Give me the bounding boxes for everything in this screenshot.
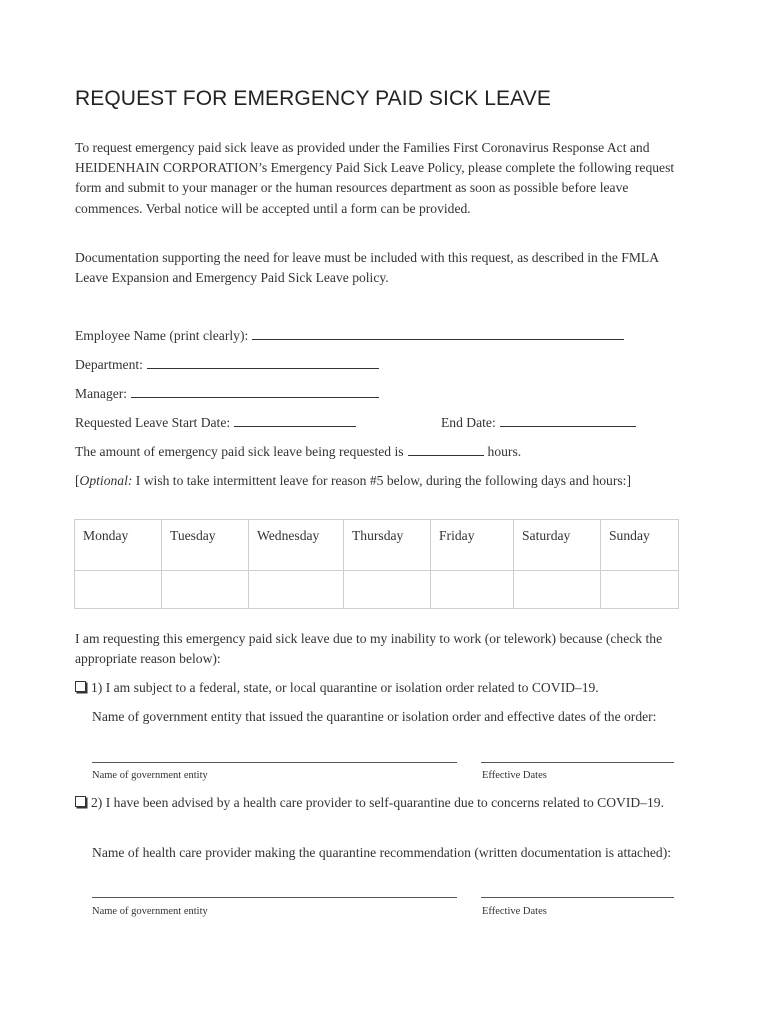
day-header: Thursday: [344, 520, 431, 571]
reason-2-row: [75, 793, 675, 813]
reason-2-entity-caption: Name of government entity: [92, 906, 208, 917]
manager-field[interactable]: [131, 396, 379, 398]
day-header: Wednesday: [249, 520, 344, 571]
employee-name-row: [75, 327, 624, 345]
optional-intermittent-note: [75, 471, 675, 491]
day-hours-cell[interactable]: [249, 571, 344, 609]
day-header: Monday: [75, 520, 162, 571]
department-row: [75, 356, 379, 374]
start-date-field[interactable]: [234, 425, 356, 427]
reason-2-checkbox[interactable]: [75, 796, 86, 807]
day-hours-cell[interactable]: [75, 571, 162, 609]
reason-1-dates-caption: Effective Dates: [482, 770, 547, 781]
day-hours-cell[interactable]: [601, 571, 679, 609]
reason-1-row: [75, 678, 675, 698]
days-hours-row: [75, 571, 679, 609]
amount-label: The amount of emergency paid sick leave being requested is: [75, 444, 404, 459]
hours-label: hours.: [487, 444, 522, 459]
day-header: Saturday: [514, 520, 601, 571]
day-hours-cell[interactable]: [514, 571, 601, 609]
optional-text: I wish to take intermittent leave for reason #5 below, during the following days and hours:]: [132, 473, 631, 488]
end-date-row: [441, 414, 636, 432]
reason-2-dates-caption: Effective Dates: [482, 906, 547, 917]
reason-1-entity-line[interactable]: [92, 762, 457, 763]
optional-label: Optional:: [79, 473, 133, 488]
department-field[interactable]: [147, 367, 379, 369]
reasons-intro: I am requesting this emergency paid sick leave due to my inability to work (or telework) because (check the appropriate reason below):: [75, 631, 663, 667]
intro-paragraph: To request emergency paid sick leave as provided under the Families First Coronavirus Response Act and HEIDENHAIN CORPORATION’s Emergency Paid Sick Leave Policy, please complete the following request form and submit to your manager or the human resources department as soon as possible before leave commences. Verbal notice will be accepted until a form can be provided.: [75, 140, 675, 216]
reason-2-entity-line[interactable]: [92, 897, 457, 898]
day-hours-cell[interactable]: [162, 571, 249, 609]
amount-row: [75, 443, 521, 461]
manager-row: [75, 385, 379, 403]
reason-1-entity-caption: Name of government entity: [92, 770, 208, 781]
optional-bracket: [: [75, 473, 80, 488]
reason-2-label: 2) I have been advised by a health care provider to self-quarantine due to concerns related to COVID–19.: [91, 795, 664, 810]
department-label: Department:: [75, 357, 143, 372]
start-date-row: [75, 414, 356, 432]
start-date-label: Requested Leave Start Date:: [75, 415, 231, 430]
reason-2-dates-line[interactable]: [481, 897, 674, 898]
reason-1-label: 1) I am subject to a federal, state, or local quarantine or isolation order related to COVID–19.: [91, 680, 599, 695]
reason-1-dates-line[interactable]: [481, 762, 674, 763]
manager-label: Manager:: [75, 386, 128, 401]
form-title: REQUEST FOR EMERGENCY PAID SICK LEAVE: [75, 87, 551, 110]
day-hours-cell[interactable]: [344, 571, 431, 609]
day-hours-cell[interactable]: [431, 571, 514, 609]
reason-1-instruction: Name of government entity that issued the quarantine or isolation order and effective dates of the order:: [92, 709, 657, 724]
end-date-label: End Date:: [441, 415, 496, 430]
employee-name-field[interactable]: [252, 338, 624, 340]
employee-name-label: Employee Name (print clearly):: [75, 328, 249, 343]
days-table: [74, 519, 679, 609]
reason-2-instruction: Name of health care provider making the quarantine recommendation (written documentation is attached):: [92, 845, 672, 860]
day-header: Friday: [431, 520, 514, 571]
day-header: Tuesday: [162, 520, 249, 571]
documentation-paragraph: Documentation supporting the need for leave must be included with this request, as described in the FMLA Leave Expansion and Emergency Paid Sick Leave policy.: [75, 250, 659, 286]
days-header-row: [75, 520, 679, 571]
reason-1-checkbox[interactable]: [75, 681, 86, 692]
hours-field[interactable]: [408, 454, 484, 456]
end-date-field[interactable]: [500, 425, 636, 427]
day-header: Sunday: [601, 520, 679, 571]
